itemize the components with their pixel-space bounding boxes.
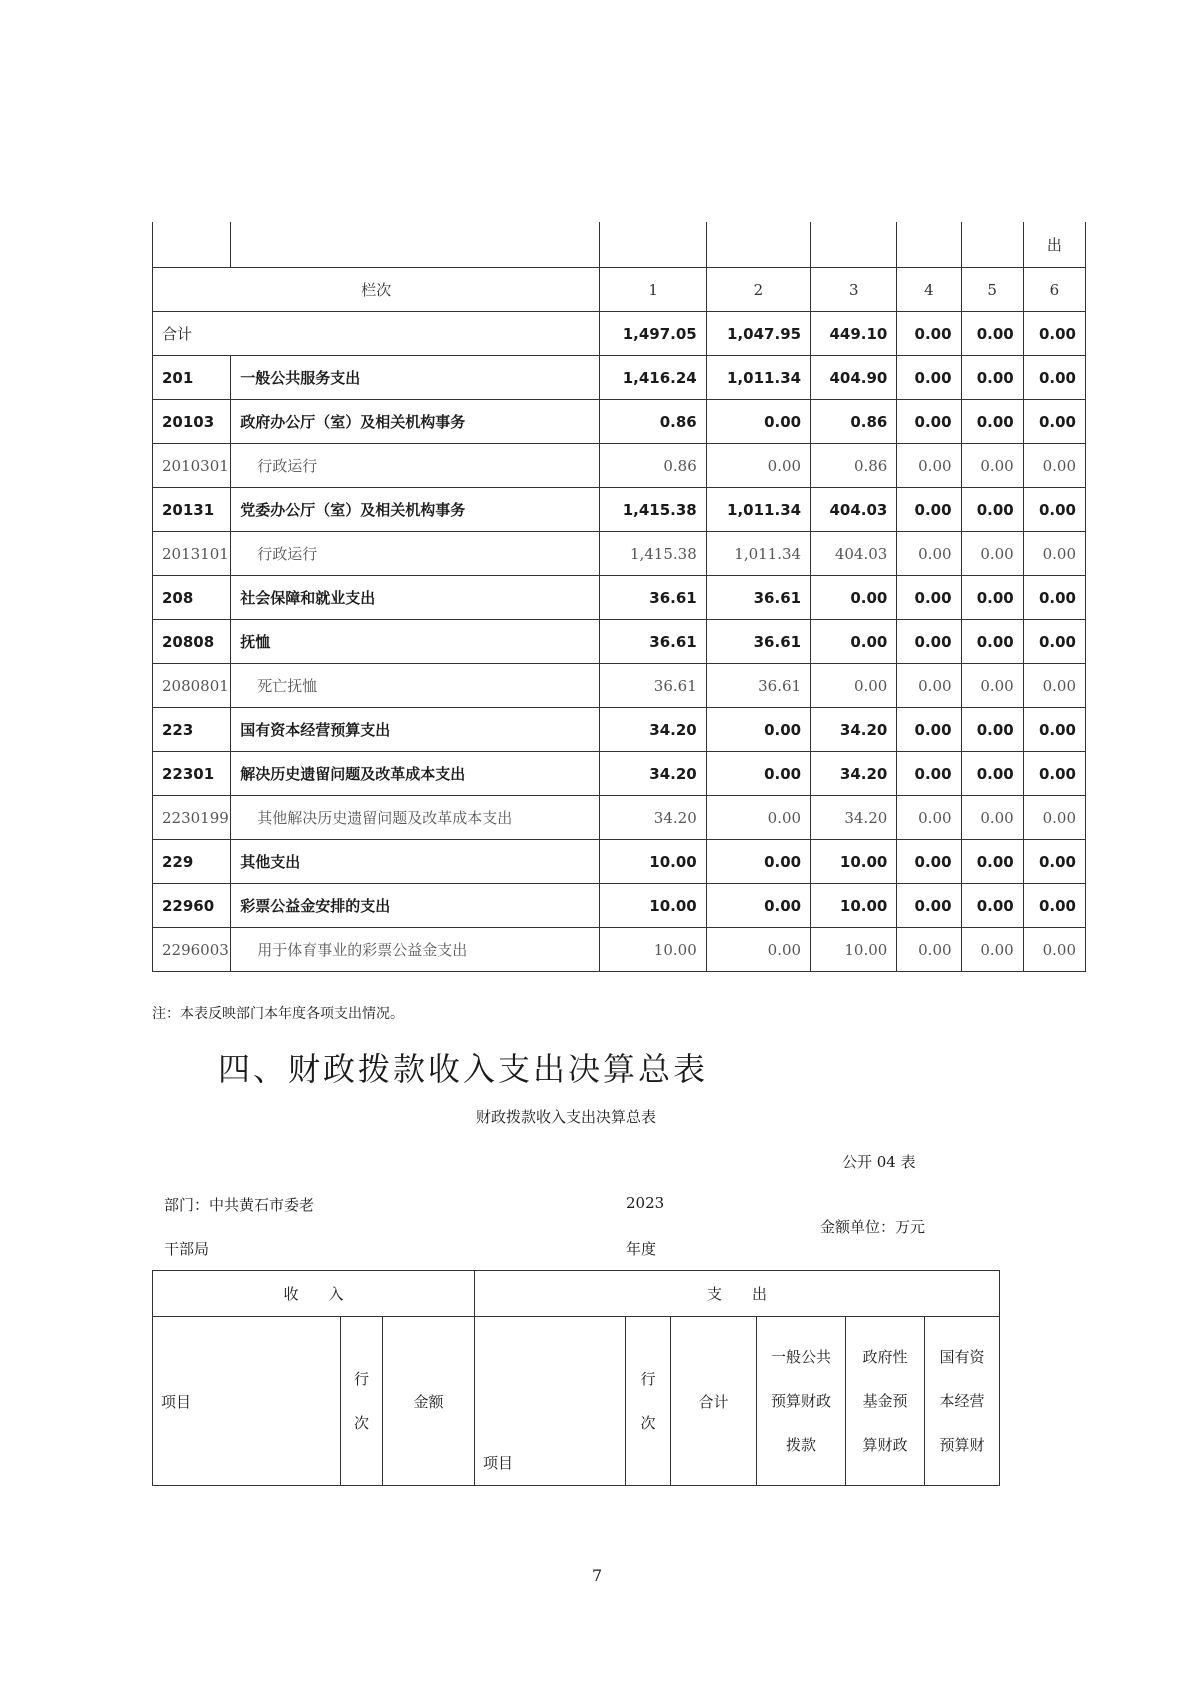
year-line-1: 2023 [626, 1194, 665, 1212]
row-value: 404.90 [811, 356, 897, 400]
total-label: 合计 [153, 312, 600, 356]
row-value: 0.00 [1023, 444, 1085, 488]
row-code: 2010301 [153, 444, 231, 488]
row-value: 0.00 [1023, 620, 1085, 664]
row-value: 36.61 [706, 620, 810, 664]
header-line: 国有资 [939, 1348, 985, 1366]
row-value: 0.00 [1023, 312, 1085, 356]
row-name: 行政运行 [231, 444, 600, 488]
row-value: 0.00 [961, 312, 1023, 356]
col-number: 1 [600, 268, 706, 312]
row-value: 1,415.38 [600, 488, 706, 532]
row-code: 20103 [153, 400, 231, 444]
row-value: 0.00 [1023, 400, 1085, 444]
table-row [153, 356, 1086, 400]
row-name: 抚恤 [231, 620, 600, 664]
appropriation-summary-table [152, 1270, 1000, 1486]
row-value: 0.86 [600, 444, 706, 488]
col-number: 5 [961, 268, 1023, 312]
row-value: 0.00 [706, 444, 810, 488]
row-name: 用于体育事业的彩票公益金支出 [231, 928, 600, 972]
row-name: 其他支出 [231, 840, 600, 884]
header-line: 预算财 [939, 1436, 985, 1454]
header-line: 基金预 [862, 1392, 908, 1410]
table-row [153, 796, 1086, 840]
col-number: 4 [897, 268, 961, 312]
row-value: 0.00 [1023, 576, 1085, 620]
row-code: 2013101 [153, 532, 231, 576]
row-value: 1,416.24 [600, 356, 706, 400]
row-name: 党委办公厅（室）及相关机构事务 [231, 488, 600, 532]
table-row [153, 928, 1086, 972]
table-note: 注：本表反映部门本年度各项支出情况。 [152, 1006, 404, 1022]
row-code: 223 [153, 708, 231, 752]
row-name: 国有资本经营预算支出 [231, 708, 600, 752]
row-value: 34.20 [811, 796, 897, 840]
row-value: 36.61 [706, 664, 810, 708]
row-value: 0.00 [1023, 708, 1085, 752]
row-value: 10.00 [811, 928, 897, 972]
table-row [153, 708, 1086, 752]
row-value: 0.00 [961, 488, 1023, 532]
row-value: 0.00 [706, 752, 810, 796]
table-row [153, 664, 1086, 708]
income-item-header: 项目 [153, 1317, 341, 1486]
table-row [153, 752, 1086, 796]
row-value: 0.00 [897, 444, 961, 488]
row-value: 0.00 [961, 532, 1023, 576]
header-line: 政府性 [862, 1348, 908, 1366]
row-value: 0.86 [811, 400, 897, 444]
table-row [153, 884, 1086, 928]
row-code: 229 [153, 840, 231, 884]
income-row-no-header [341, 1317, 383, 1486]
row-value: 0.00 [897, 356, 961, 400]
row-value: 10.00 [811, 840, 897, 884]
year-line-2: 年度 [626, 1240, 657, 1258]
column-index-row [153, 268, 1086, 312]
page-number: 7 [592, 1566, 603, 1585]
header-line: 拨款 [785, 1436, 816, 1454]
row-value: 404.03 [811, 532, 897, 576]
row-code: 22960 [153, 884, 231, 928]
row-code: 20808 [153, 620, 231, 664]
row-value: 0.00 [897, 488, 961, 532]
column-index-label: 栏次 [153, 268, 600, 312]
row-value: 34.20 [811, 708, 897, 752]
row-value: 0.00 [1023, 884, 1085, 928]
row-value: 36.61 [600, 576, 706, 620]
row-value: 36.61 [706, 576, 810, 620]
row-value: 0.00 [811, 664, 897, 708]
row-value: 0.00 [961, 840, 1023, 884]
table-row [153, 840, 1086, 884]
row-value: 1,047.95 [706, 312, 810, 356]
row-value: 1,415.38 [600, 532, 706, 576]
table-row [153, 532, 1086, 576]
table-title: 财政拨款收入支出决算总表 [476, 1108, 657, 1126]
row-value: 0.00 [897, 576, 961, 620]
row-value: 0.00 [897, 312, 961, 356]
row-no-char: 次 [353, 1414, 369, 1432]
row-name: 彩票公益金安排的支出 [231, 884, 600, 928]
header-line: 本经营 [939, 1392, 985, 1410]
row-name: 一般公共服务支出 [231, 356, 600, 400]
row-value: 0.00 [811, 576, 897, 620]
expense-header: 支 出 [475, 1271, 1000, 1317]
row-value: 0.00 [1023, 796, 1085, 840]
row-name: 政府办公厅（室）及相关机构事务 [231, 400, 600, 444]
row-name: 死亡抚恤 [231, 664, 600, 708]
row-value: 0.86 [600, 400, 706, 444]
row-value: 0.00 [897, 796, 961, 840]
row-code: 208 [153, 576, 231, 620]
expense-total-header: 合计 [671, 1317, 757, 1486]
row-code: 201 [153, 356, 231, 400]
row-code: 20131 [153, 488, 231, 532]
row-value: 0.00 [1023, 356, 1085, 400]
row-value: 0.00 [897, 928, 961, 972]
row-value: 34.20 [600, 708, 706, 752]
row-name: 其他解决历史遗留问题及改革成本支出 [231, 796, 600, 840]
department-line-2: 干部局 [164, 1240, 210, 1258]
general-budget-header [757, 1317, 846, 1486]
department-line-1: 部门：中共黄石市委老 [164, 1196, 315, 1214]
row-value: 1,497.05 [600, 312, 706, 356]
income-header: 收 入 [153, 1271, 475, 1317]
header-row-continuation [153, 222, 1086, 268]
income-amount-header: 金额 [383, 1317, 475, 1486]
row-name: 解决历史遗留问题及改革成本支出 [231, 752, 600, 796]
table-row [153, 576, 1086, 620]
header-last-cell: 出 [1023, 222, 1085, 268]
row-value: 0.00 [1023, 928, 1085, 972]
header-line: 一般公共 [770, 1348, 831, 1366]
table-row [153, 312, 1086, 356]
row-value: 10.00 [600, 928, 706, 972]
row-value: 10.00 [811, 884, 897, 928]
row-value: 0.00 [897, 708, 961, 752]
row-no-char: 行 [353, 1370, 369, 1388]
row-value: 0.00 [961, 356, 1023, 400]
table-row [153, 444, 1086, 488]
row-value: 0.00 [1023, 752, 1085, 796]
row-value: 0.00 [961, 576, 1023, 620]
row-name: 行政运行 [231, 532, 600, 576]
table-row [153, 400, 1086, 444]
row-value: 0.00 [706, 840, 810, 884]
row-no-char: 次 [640, 1414, 656, 1432]
row-code: 2080801 [153, 664, 231, 708]
col-number: 2 [706, 268, 810, 312]
row-value: 0.00 [706, 708, 810, 752]
row-value: 0.00 [961, 620, 1023, 664]
gov-fund-header [846, 1317, 925, 1486]
row-value: 0.00 [961, 752, 1023, 796]
table-row [153, 488, 1086, 532]
row-value: 0.00 [897, 752, 961, 796]
row-value: 10.00 [600, 840, 706, 884]
row-value: 1,011.34 [706, 488, 810, 532]
expense-item-header: 项目 [475, 1317, 626, 1486]
row-value: 34.20 [600, 752, 706, 796]
row-code: 2296003 [153, 928, 231, 972]
col-number: 6 [1023, 268, 1085, 312]
row-value: 0.00 [897, 620, 961, 664]
row-value: 0.00 [961, 400, 1023, 444]
row-value: 36.61 [600, 664, 706, 708]
row-value: 0.00 [1023, 488, 1085, 532]
row-value: 0.00 [1023, 840, 1085, 884]
row-value: 0.00 [1023, 532, 1085, 576]
row-value: 34.20 [811, 752, 897, 796]
row-value: 0.00 [811, 620, 897, 664]
row-value: 0.00 [706, 928, 810, 972]
form-number: 公开 04 表 [842, 1153, 916, 1171]
row-value: 0.00 [961, 708, 1023, 752]
row-value: 0.00 [961, 796, 1023, 840]
state-capital-header [925, 1317, 1000, 1486]
row-value: 0.00 [961, 444, 1023, 488]
row-value: 34.20 [600, 796, 706, 840]
row-value: 404.03 [811, 488, 897, 532]
row-value: 0.00 [897, 840, 961, 884]
row-value: 1,011.34 [706, 356, 810, 400]
col-number: 3 [811, 268, 897, 312]
row-value: 0.00 [897, 400, 961, 444]
row-value: 449.10 [811, 312, 897, 356]
row-value: 36.61 [600, 620, 706, 664]
header-line: 算财政 [862, 1436, 908, 1454]
row-value: 0.00 [706, 400, 810, 444]
header-line: 预算财政 [770, 1392, 831, 1410]
expenditure-table [152, 222, 1086, 972]
row-name: 社会保障和就业支出 [231, 576, 600, 620]
expense-row-no-header [626, 1317, 671, 1486]
row-code: 22301 [153, 752, 231, 796]
row-value: 0.00 [961, 884, 1023, 928]
row-value: 0.00 [897, 884, 961, 928]
subheader-row [153, 1317, 1000, 1486]
row-value: 0.00 [961, 928, 1023, 972]
row-code: 2230199 [153, 796, 231, 840]
row-value: 0.00 [706, 884, 810, 928]
row-value: 0.00 [1023, 664, 1085, 708]
row-value: 0.00 [897, 532, 961, 576]
table-row [153, 620, 1086, 664]
header-row [153, 1271, 1000, 1317]
row-value: 0.00 [706, 796, 810, 840]
section-heading: 四、财政拨款收入支出决算总表 [218, 1050, 709, 1088]
row-no-char: 行 [640, 1370, 656, 1388]
row-value: 0.86 [811, 444, 897, 488]
row-value: 1,011.34 [706, 532, 810, 576]
row-value: 10.00 [600, 884, 706, 928]
row-value: 0.00 [897, 664, 961, 708]
row-value: 0.00 [961, 664, 1023, 708]
amount-unit: 金额单位：万元 [820, 1218, 926, 1236]
